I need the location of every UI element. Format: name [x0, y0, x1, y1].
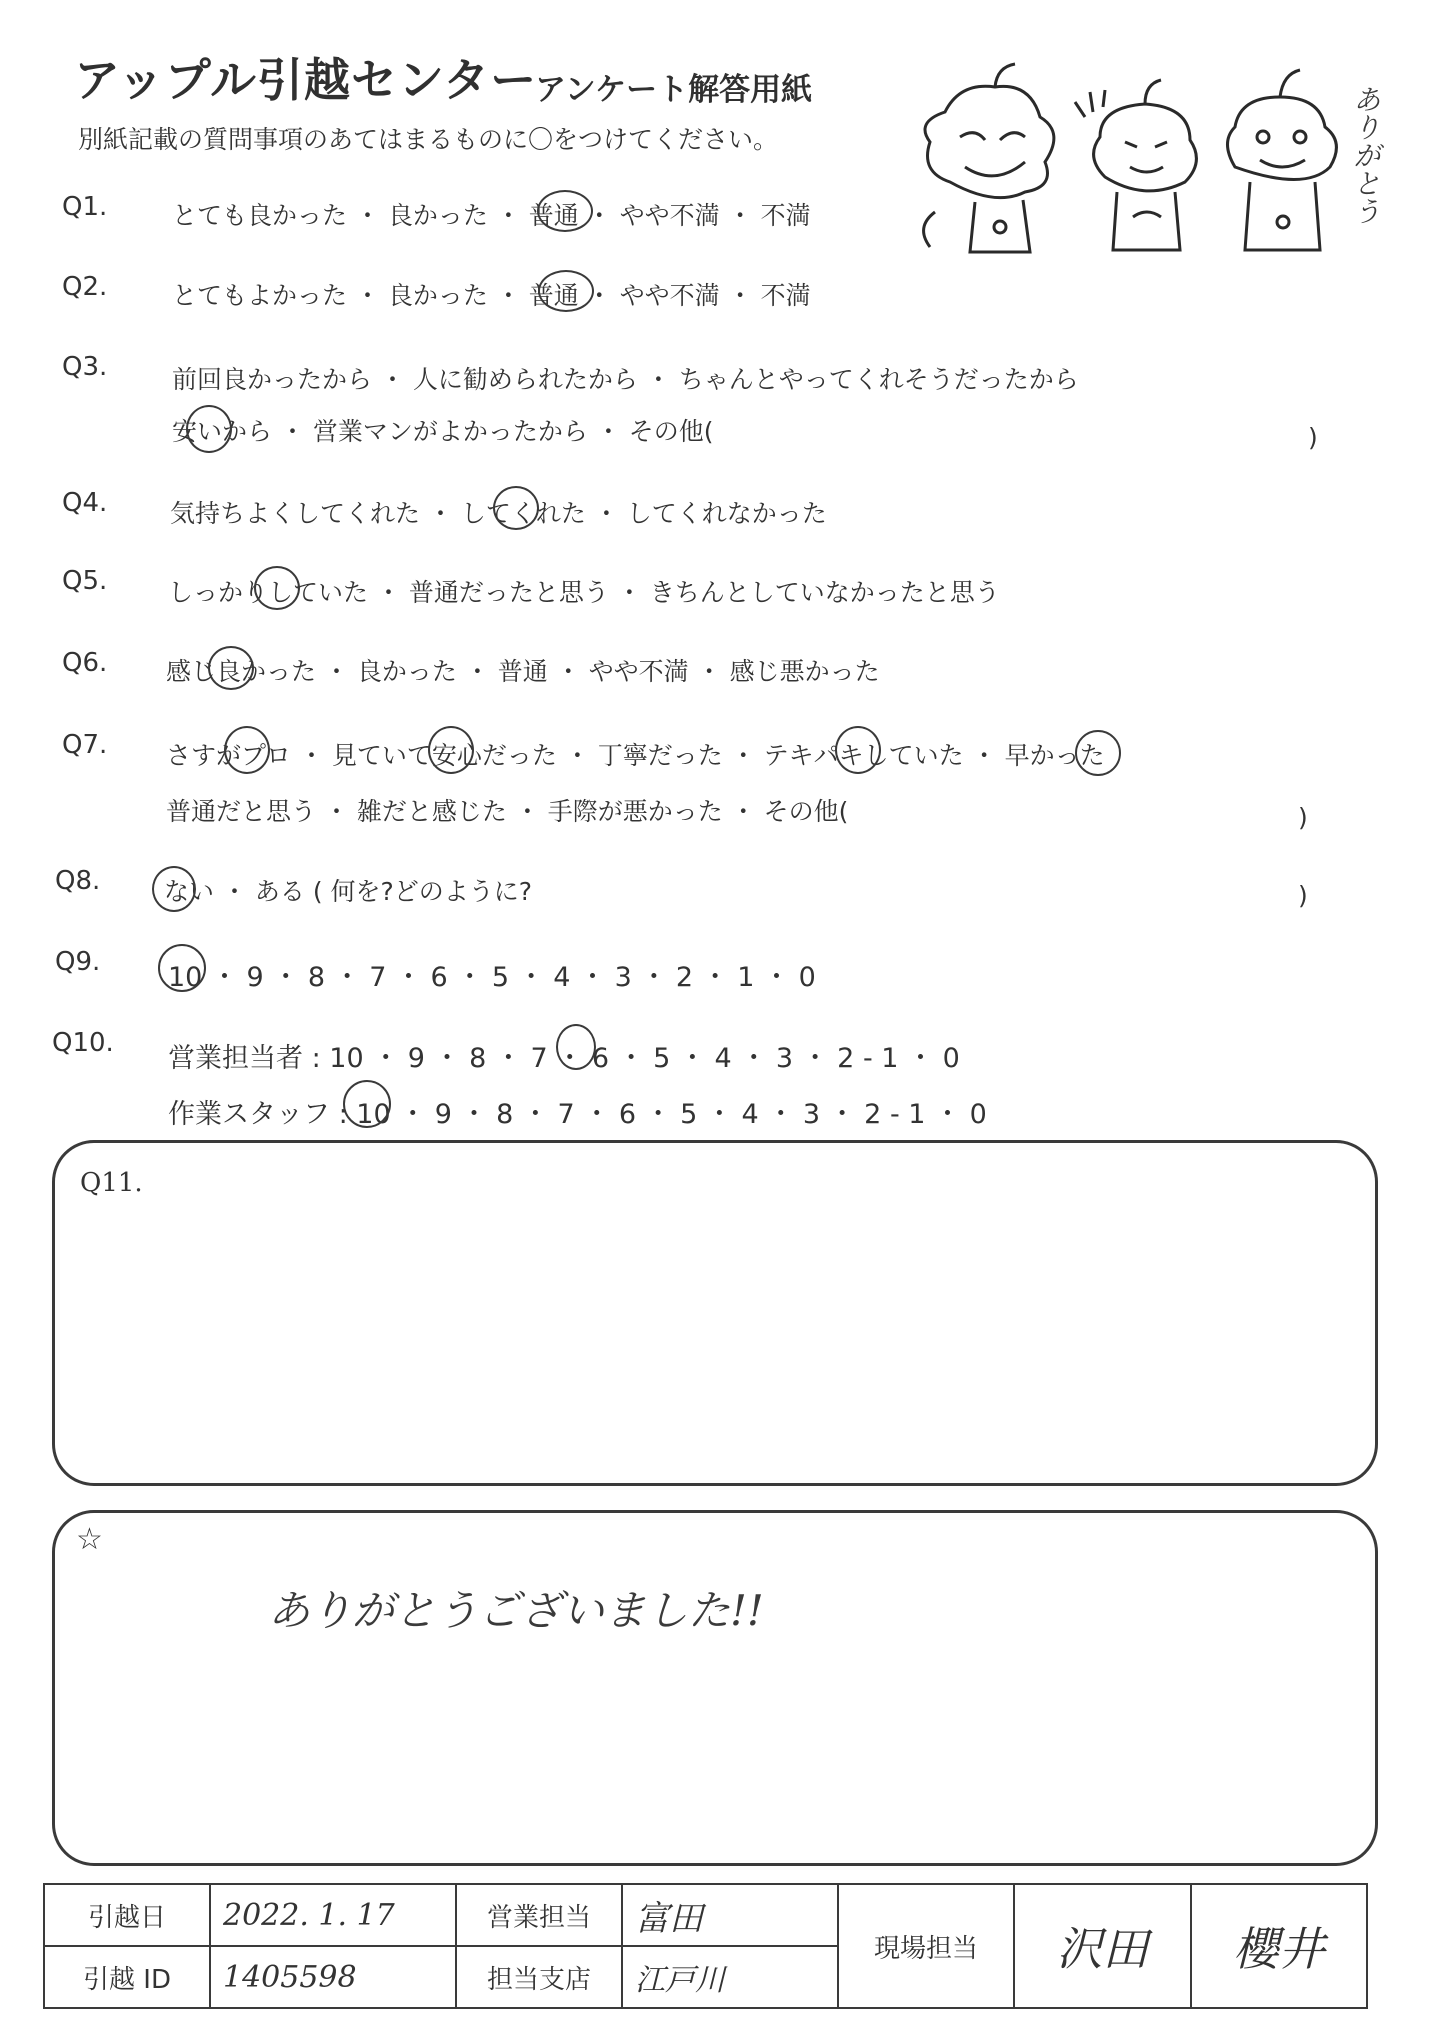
- answer-circle-q9: [158, 944, 206, 992]
- question-q2-options: とてもよかった ・ 良かった ・ 普通 ・ やや不満 ・ 不満: [172, 281, 811, 310]
- sales-rep-label: 営業担当: [456, 1884, 622, 1946]
- move-date-label: 引越日: [44, 1884, 210, 1946]
- answer-circle-q2: [538, 270, 594, 312]
- question-q7-other-close: ): [1298, 803, 1308, 832]
- move-date-value: 2022. 1. 17: [210, 1884, 456, 1946]
- question-q3-options-line2: 安いから ・ 営業マンがよかったから ・ その他(: [172, 417, 714, 446]
- question-q7-options-line1: さすがプロ ・ 見ていて安心だった ・ 丁寧だった ・ テキパキしていた ・ 早かった: [166, 741, 1105, 770]
- instruction-text: 別紙記載の質問事項のあてはまるものに〇をつけてください。: [78, 125, 779, 154]
- answer-circle-q1: [537, 190, 593, 232]
- footer-info-table: [43, 1883, 1368, 2009]
- question-number-q4: Q4.: [62, 488, 108, 518]
- branch-label: 担当支店: [456, 1946, 622, 2008]
- mascot-thank-you-caption: ありがとう: [1349, 85, 1382, 225]
- answer-circle-q7-pro: [224, 726, 270, 774]
- comment-box: [52, 1510, 1378, 1866]
- question-number-q7: Q7.: [62, 730, 108, 760]
- question-number-q3: Q3.: [62, 352, 108, 382]
- question-q8-options: ない ・ ある ( 何を?どのように?: [164, 877, 533, 906]
- site-staff-label: 現場担当: [838, 1884, 1014, 2008]
- question-number-q8: Q8.: [55, 866, 101, 896]
- question-q10-staff-scale: 作業スタッフ : 10 ・ 9 ・ 8 ・ 7 ・ 6 ・ 5 ・ 4 ・ 3 ・ 2 - 1 ・ 0: [168, 1099, 987, 1130]
- survey-form-subtitle: アンケート解答用紙: [535, 72, 813, 108]
- monkey-mascots-illustration: [905, 62, 1375, 257]
- survey-brand-title: アップル引越センター: [74, 53, 538, 107]
- answer-circle-q10-staff: [343, 1080, 391, 1128]
- question-number-q6: Q6.: [62, 648, 108, 678]
- branch-value: 江戸川: [622, 1946, 838, 2008]
- answer-circle-q6: [208, 646, 254, 690]
- answer-circle-q7-hayakatta: [1075, 730, 1121, 776]
- site-staff-2: 櫻井: [1191, 1884, 1368, 2008]
- q11-answer-box: [52, 1140, 1378, 1486]
- move-id-value: 1405598: [210, 1946, 456, 2008]
- move-id-label: 引越 ID: [44, 1946, 210, 2008]
- question-q9-scale: 10 ・ 9 ・ 8 ・ 7 ・ 6 ・ 5 ・ 4 ・ 3 ・ 2 ・ 1 ・ 0: [168, 962, 816, 993]
- question-q4-options: 気持ちよくしてくれた ・ してくれた ・ してくれなかった: [170, 499, 827, 528]
- answer-circle-q3: [186, 405, 232, 453]
- answer-circle-q8: [152, 866, 196, 912]
- answer-circle-q7-anshin: [428, 726, 474, 774]
- question-q5-options: しっかりしていた ・ 普通だったと思う ・ きちんとしていなかったと思う: [168, 578, 1000, 607]
- question-q3-options-line1: 前回良かったから ・ 人に勧められたから ・ ちゃんとやってくれそうだったから: [172, 365, 1079, 394]
- question-q8-close: ): [1298, 881, 1308, 910]
- question-number-q10: Q10.: [52, 1028, 114, 1058]
- answer-circle-q4: [493, 486, 539, 530]
- sales-rep-value: 富田: [622, 1884, 838, 1946]
- answer-circle-q10-sales: [556, 1024, 596, 1070]
- question-number-q2: Q2.: [62, 272, 108, 302]
- q11-label: Q11.: [80, 1168, 143, 1198]
- question-number-q9: Q9.: [55, 947, 101, 977]
- star-icon: ☆: [76, 1522, 103, 1557]
- question-q7-options-line2: 普通だと思う ・ 雑だと感じた ・ 手際が悪かった ・ その他(: [166, 797, 849, 826]
- question-q6-options: 感じ良かった ・ 良かった ・ 普通 ・ やや不満 ・ 感じ悪かった: [166, 657, 880, 686]
- question-q10-sales-scale: 営業担当者 : 10 ・ 9 ・ 8 ・ 7 ・ 6 ・ 5 ・ 4 ・ 3 ・ 2 - 1 ・ 0: [168, 1043, 960, 1074]
- question-number-q5: Q5.: [62, 566, 108, 596]
- question-q3-other-close: ): [1308, 423, 1318, 452]
- question-q1-options: とても良かった ・ 良かった ・ 普通 ・ やや不満 ・ 不満: [172, 201, 811, 230]
- question-number-q1: Q1.: [62, 192, 108, 222]
- answer-circle-q7-tekipaki: [835, 726, 881, 774]
- handwritten-comment: ありがとうございました!!: [268, 1586, 764, 1635]
- answer-circle-q5: [254, 566, 300, 610]
- site-staff-1: 沢田: [1014, 1884, 1191, 2008]
